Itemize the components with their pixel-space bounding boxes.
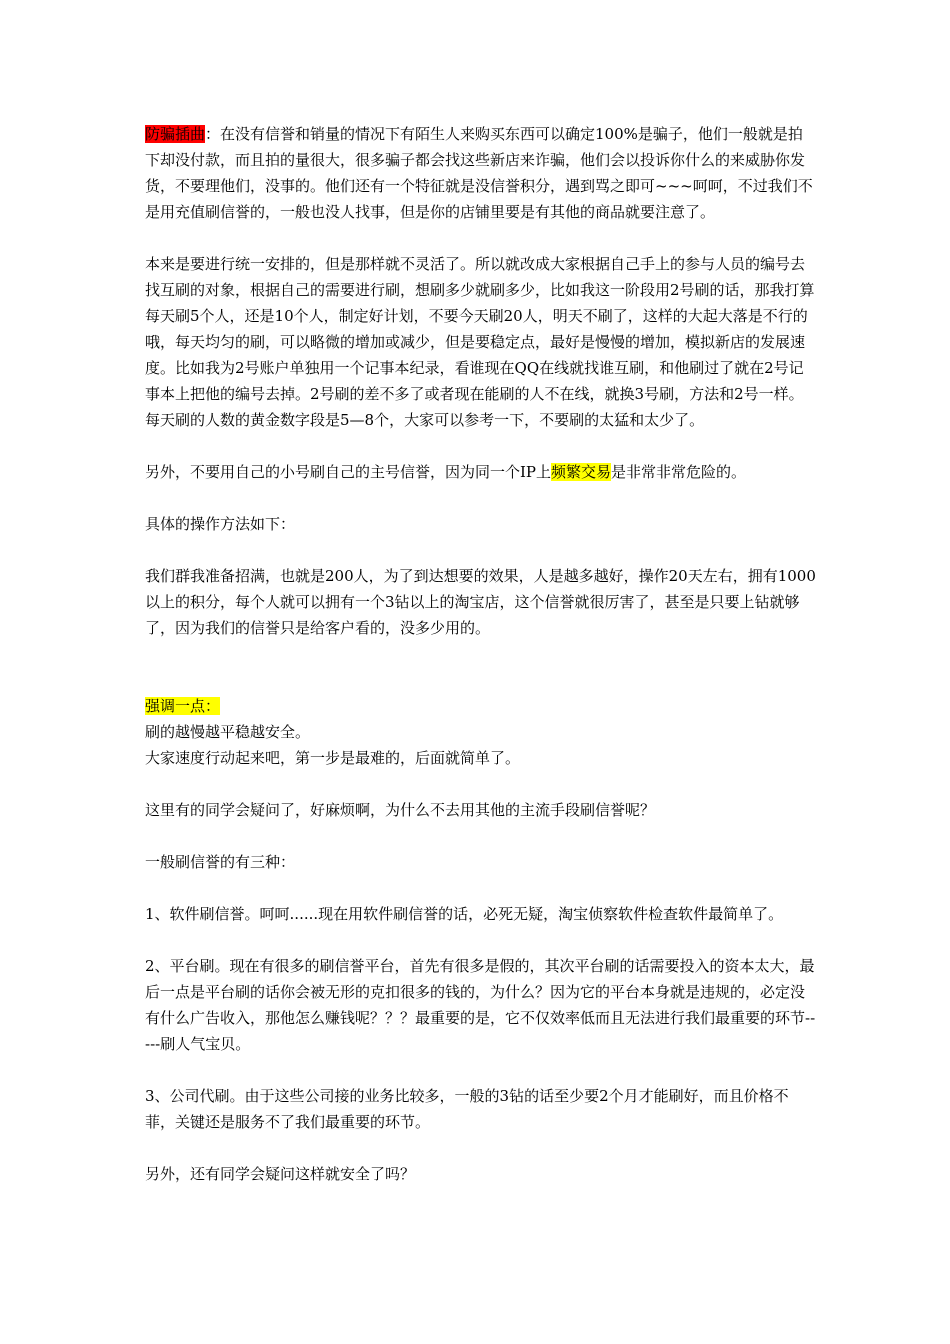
- paragraph-gap: [145, 771, 817, 797]
- ip-warning-text-after: 是非常非常危险的。: [611, 463, 747, 481]
- paragraph-group-plan: 我们群我准备招满，也就是200人，为了到达想要的效果，人是越多越好，操作20天左右，拥有1000以上的积分，每个人就可以拥有一个3钻以上的淘宝店，这个信誉就很厉害了，甚至是只要上钻就够了，因为我们的信誉只是给客户看的，没多少用的。: [145, 567, 816, 637]
- paragraph-arrangement: 本来是要进行统一安排的，但是那样就不灵活了。所以就改成大家根据自己手上的参与人员的编号去找互刷的对象，根据自己的需要进行刷，想刷多少就刷多少，比如我这一阶段用2号刷的话，那我打算每天刷5个人，还是10个人，制定好计划，不要今天刷20人，明天不刷了，这样的大起大落是不行的哦，每天均匀的刷，可以略微的增加或减少，但是要稳定点，最好是慢慢的增加，模拟新店的发展速度。比如我为2号账户单独用一个记事本纪录，看谁现在QQ在线就找谁互刷，和他刷过了就在2号记事本上把他的编号去掉。2号刷的差不多了或者现在能刷的人不在线，就换3号刷，方法和2号一样。: [145, 255, 815, 403]
- paragraph-gap: [145, 1135, 817, 1161]
- frequent-trade-highlight: 频繁交易: [551, 463, 612, 481]
- paragraph-method-platform: 2、平台刷。现在有很多的刷信誉平台，首先有很多是假的，其次平台刷的话需要投入的资本太大，最后一点是平台刷的话你会被无形的克扣很多的钱的，为什么？因为它的平台本身就是违规的，必定没有什么广告收入，那他怎么赚钱呢？？？最重要的是，它不仅效率低而且无法进行我们最重要的环节-----刷人气宝贝。: [145, 957, 816, 1053]
- paragraph-gap: [145, 927, 817, 953]
- document-body: [145, 121, 817, 1187]
- paragraph-gap: [145, 485, 817, 511]
- fraud-warning-label: 防骗插曲: [145, 125, 206, 143]
- paragraph-question: 这里有的同学会疑问了，好麻烦啊，为什么不去用其他的主流手段刷信誉呢？: [145, 801, 656, 819]
- paragraph-emphasis-heading: [145, 693, 817, 719]
- paragraph-gap: [145, 875, 817, 901]
- paragraph-gap: [145, 433, 817, 459]
- paragraph-gap: [145, 1057, 817, 1083]
- paragraph-gap: [145, 225, 817, 251]
- ip-warning-text-before: 另外，不要用自己的小号刷自己的主号信誉，因为同一个IP上: [145, 463, 552, 481]
- paragraph-safety-question: 另外，还有同学会疑问这样就安全了吗？: [145, 1165, 416, 1183]
- paragraph-fraud-warning: [145, 121, 817, 225]
- paragraph-gap: [145, 823, 817, 849]
- paragraph-gap-large: [145, 641, 817, 693]
- paragraph-ip-warning: [145, 459, 817, 485]
- paragraph-three-methods: 一般刷信誉的有三种：: [145, 853, 296, 871]
- paragraph-method-intro: 具体的操作方法如下：: [145, 515, 296, 533]
- paragraph-method-company: 3、公司代刷。由于这些公司接的业务比较多，一般的3钻的话至少要2个月才能刷好，而且价格不菲，关键还是服务不了我们最重要的环节。: [145, 1087, 789, 1131]
- paragraph-take-action: 大家速度行动起来吧，第一步是最难的，后面就简单了。: [145, 749, 521, 767]
- emphasis-label: 强调一点：: [145, 697, 221, 715]
- paragraph-slow-safe: 刷的越慢越平稳越安全。: [145, 723, 311, 741]
- paragraph-gap: [145, 537, 817, 563]
- paragraph-method-software: 1、软件刷信誉。呵呵......现在用软件刷信誉的话，必死无疑，淘宝侦察软件检查软件最简单了。: [145, 905, 784, 923]
- paragraph-golden-number: 每天刷的人数的黄金数字段是5—8个，大家可以参考一下，不要刷的太猛和太少了。: [145, 411, 705, 429]
- fraud-warning-text: ：在没有信誉和销量的情况下有陌生人来购买东西可以确定100%是骗子，他们一般就是拍下却没付款，而且拍的量很大，很多骗子都会找这些新店来诈骗，他们会以投诉你什么的来威胁你发货，不要理他们，没事的。他们还有一个特征就是没信誉积分，遇到骂之即可~~~呵呵，不过我们不是用充值刷信誉的，一般也没人找事，但是你的店铺里要是有其他的商品就要注意了。: [145, 125, 813, 221]
